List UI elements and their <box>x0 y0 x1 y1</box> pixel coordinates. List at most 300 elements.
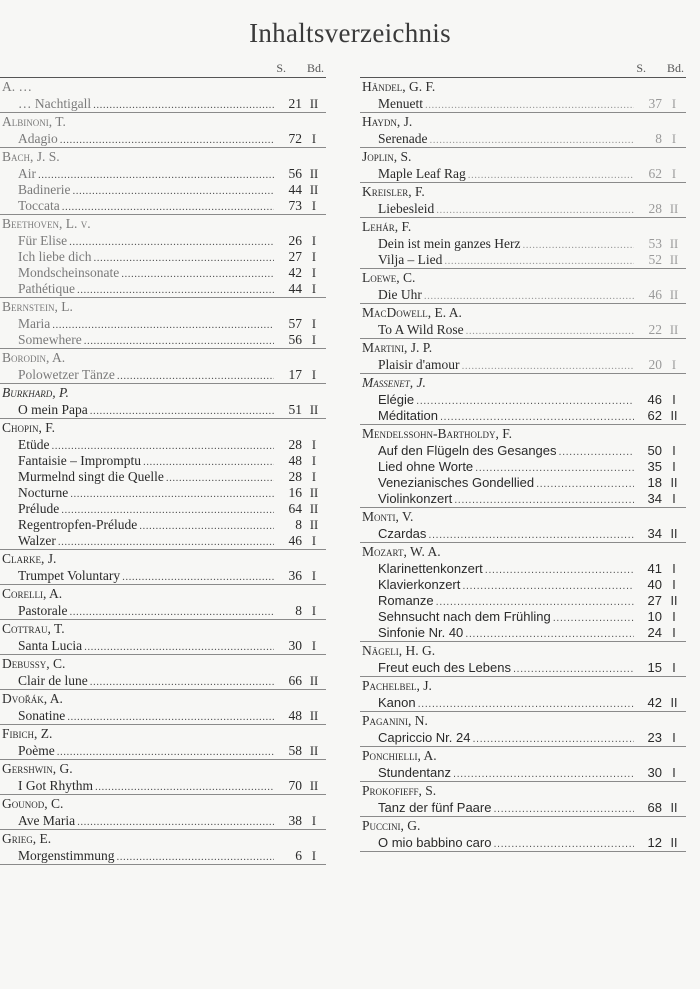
volume-number: I <box>672 766 676 780</box>
composer-name: Albinoni, T. <box>2 114 66 129</box>
piece-title: Venezianisches Gondellied <box>378 475 535 490</box>
composer-block <box>360 747 686 782</box>
dot-leader <box>77 282 274 298</box>
page-number: 46 <box>288 533 302 548</box>
piece-title: Maria <box>18 316 51 331</box>
piece-title: Für Elise <box>18 233 68 248</box>
piece-title: Adagio <box>18 131 58 146</box>
composer-block <box>360 339 686 374</box>
dot-leader <box>536 476 634 492</box>
toc-entry <box>360 357 686 373</box>
page-number: 66 <box>288 673 302 688</box>
composer-block <box>0 795 326 830</box>
toc-entry <box>0 453 326 469</box>
dot-leader <box>70 486 274 502</box>
page-number: 72 <box>288 131 302 146</box>
composer-list <box>0 78 326 865</box>
dot-leader <box>424 288 634 304</box>
dot-leader <box>493 801 634 817</box>
dot-leader <box>166 470 274 486</box>
composer-block <box>360 677 686 712</box>
volume-number: I <box>311 132 317 146</box>
volume-number: I <box>672 562 676 576</box>
piece-title: Prélude <box>18 501 60 516</box>
volume-number: II <box>309 779 319 793</box>
dot-leader <box>416 393 634 409</box>
piece-title: Plaisir d'amour <box>378 357 460 372</box>
page-number: 48 <box>288 708 302 723</box>
dot-leader <box>429 132 634 148</box>
piece-title: Ich liebe dich <box>18 249 92 264</box>
toc-entry <box>360 392 686 408</box>
toc-entry <box>360 96 686 112</box>
volume-number: II <box>309 403 319 417</box>
dot-leader <box>472 731 634 747</box>
composer-block <box>0 419 326 550</box>
piece-title: Menuett <box>378 96 423 111</box>
toc-entry <box>360 459 686 475</box>
toc-entry <box>0 437 326 453</box>
dot-leader <box>121 266 274 282</box>
composer-block <box>360 712 686 747</box>
volume-number: II <box>670 409 678 423</box>
volume-number: II <box>670 476 678 490</box>
piece-title: Morgenstimmung <box>18 848 115 863</box>
composer-block <box>360 543 686 642</box>
page-number: 37 <box>648 96 662 111</box>
piece-title: I Got Rhythm <box>18 778 94 793</box>
page-number: 52 <box>648 252 662 267</box>
piece-title: To A Wild Rose <box>378 322 464 337</box>
composer-name: Nägeli, H. G. <box>362 643 436 658</box>
volume-number: II <box>670 836 678 850</box>
volume-number: II <box>670 696 678 710</box>
volume-number: I <box>311 604 317 618</box>
piece-title: Dein ist mein ganzes Herz <box>378 236 521 251</box>
composer-name: Mozart, W. A. <box>362 544 441 559</box>
volume-number: I <box>672 492 676 506</box>
dot-leader <box>93 250 274 266</box>
composer-block <box>360 304 686 339</box>
piece-title: Liebesleid <box>378 201 435 216</box>
toc-entry <box>360 765 686 781</box>
piece-title: Murmelnd singt die Quelle <box>18 469 164 484</box>
piece-title: Air <box>18 166 36 181</box>
piece-title: Serenade <box>378 131 428 146</box>
volume-number: I <box>311 569 317 583</box>
page-number: 50 <box>647 443 662 458</box>
column-header <box>360 60 686 78</box>
piece-title: Die Uhr <box>378 287 422 302</box>
dot-leader <box>436 202 634 218</box>
dot-leader <box>70 604 275 620</box>
volume-number: I <box>672 460 676 474</box>
dot-leader <box>436 594 634 610</box>
toc-entry <box>0 265 326 281</box>
page-number: 70 <box>288 778 302 793</box>
composer-block <box>360 148 686 183</box>
composer-name: Gershwin, G. <box>2 761 73 776</box>
piece-title: Toccata <box>18 198 60 213</box>
composer-block <box>360 508 686 543</box>
piece-title: Violinkonzert <box>378 491 453 506</box>
dot-leader <box>95 779 274 795</box>
toc-entry <box>360 730 686 746</box>
dot-leader <box>475 460 634 476</box>
toc-entry <box>0 249 326 265</box>
toc-entry <box>360 408 686 424</box>
dot-leader <box>62 199 274 215</box>
volume-number: II <box>309 486 319 500</box>
page-number: 42 <box>288 265 302 280</box>
dot-leader <box>444 253 634 269</box>
page-number: 16 <box>288 485 302 500</box>
composer-name: Chopin, F. <box>2 420 56 435</box>
piece-title: Capriccio Nr. 24 <box>378 730 471 745</box>
page-number: 8 <box>295 603 302 618</box>
toc-entry <box>0 673 326 689</box>
composer-block <box>0 78 326 113</box>
piece-title: Badinerie <box>18 182 71 197</box>
page-number: 62 <box>648 166 662 181</box>
volume-number: I <box>311 470 317 484</box>
piece-title: Trumpet Voluntary <box>18 568 121 583</box>
dot-leader <box>52 317 274 333</box>
composer-block <box>360 642 686 677</box>
page-number: 35 <box>647 459 662 474</box>
volume-number: I <box>311 639 317 653</box>
dot-leader <box>72 183 274 199</box>
volume-number: I <box>672 731 676 745</box>
page-number: 42 <box>647 695 662 710</box>
page-number: 53 <box>648 236 662 251</box>
composer-block <box>0 690 326 725</box>
volume-number: I <box>311 368 317 382</box>
piece-title: Tanz der fünf Paare <box>378 800 492 815</box>
page-number: 38 <box>288 813 302 828</box>
page-number: 24 <box>647 625 662 640</box>
composer-block <box>360 183 686 218</box>
toc-entry <box>0 96 326 112</box>
composer-block <box>0 113 326 148</box>
dot-leader <box>84 639 274 655</box>
volume-number: II <box>309 674 319 688</box>
page-number: 73 <box>288 198 302 213</box>
piece-title: Romanze <box>378 593 434 608</box>
toc-entry <box>0 517 326 533</box>
page-number: 28 <box>648 201 662 216</box>
page-number: 34 <box>647 491 662 506</box>
piece-title: Sehnsucht nach dem Frühling <box>378 609 551 624</box>
composer-name: Grieg, E. <box>2 831 52 846</box>
dot-leader <box>465 626 634 642</box>
piece-title: Clair de lune <box>18 673 88 688</box>
composer-name: Puccini, G. <box>362 818 421 833</box>
page-number: 44 <box>288 182 302 197</box>
toc-entry <box>360 526 686 542</box>
piece-title: Lied ohne Worte <box>378 459 474 474</box>
piece-title: Etüde <box>18 437 50 452</box>
volume-number: I <box>672 444 676 458</box>
composer-name: Händel, G. F. <box>362 79 436 94</box>
composer-name: Beethoven, L. v. <box>2 216 91 231</box>
dot-leader <box>117 368 274 384</box>
toc-entry <box>0 469 326 485</box>
composer-name: Mendelssohn-Bartholdy, F. <box>362 426 513 441</box>
composer-block <box>0 655 326 690</box>
toc-entry <box>360 131 686 147</box>
toc-entry <box>0 813 326 829</box>
dot-leader <box>67 709 274 725</box>
dot-leader <box>466 323 634 339</box>
composer-block <box>360 374 686 425</box>
piece-title: Czardas <box>378 526 427 541</box>
composer-name: Kreisler, F. <box>362 184 425 199</box>
page-number: 68 <box>647 800 662 815</box>
composer-name: Lehár, F. <box>362 219 412 234</box>
page-number: 36 <box>288 568 302 583</box>
toc-entry <box>0 281 326 297</box>
dot-leader <box>440 409 634 425</box>
piece-title: Somewhere <box>18 332 82 347</box>
volume-number: I <box>672 610 676 624</box>
page-number: 12 <box>647 835 662 850</box>
dot-leader <box>52 438 275 454</box>
piece-title: Walzer <box>18 533 56 548</box>
volume-number: I <box>311 266 317 280</box>
composer-name: Prokofieff, S. <box>362 783 437 798</box>
piece-title: Maple Leaf Rag <box>378 166 466 181</box>
composer-name: Loewe, C. <box>362 270 416 285</box>
volume-number: I <box>672 393 676 407</box>
dot-leader <box>522 237 634 253</box>
toc-entry <box>360 609 686 625</box>
composer-block <box>360 113 686 148</box>
page-number: 10 <box>647 609 662 624</box>
composer-block <box>0 725 326 760</box>
page-number: 46 <box>647 392 662 407</box>
page-number: 30 <box>288 638 302 653</box>
dot-leader <box>553 610 634 626</box>
volume-number: I <box>311 454 317 468</box>
page-number: 6 <box>295 848 302 863</box>
piece-title: Fantaisie – Impromptu <box>18 453 141 468</box>
toc-entry <box>0 743 326 759</box>
volume-number: II <box>669 237 679 251</box>
toc-entry <box>360 443 686 459</box>
composer-block <box>360 269 686 304</box>
page-number: 22 <box>648 322 662 337</box>
composer-name: Joplin, S. <box>362 149 412 164</box>
composer-name: Burkhard, P. <box>2 385 69 400</box>
composer-name: Gounod, C. <box>2 796 64 811</box>
composer-name: Bach, J. S. <box>2 149 60 164</box>
piece-title: … Nachtigall <box>18 96 92 111</box>
dot-leader <box>117 849 274 865</box>
volume-number: I <box>672 626 676 640</box>
page-number: 27 <box>288 249 302 264</box>
composer-name: Monti, V. <box>362 509 414 524</box>
page-number: 8 <box>655 131 662 146</box>
volume-number: II <box>309 97 319 111</box>
composer-block <box>0 384 326 419</box>
volume-number: II <box>309 183 319 197</box>
page-number: 23 <box>647 730 662 745</box>
toc-entry <box>0 568 326 584</box>
volume-number: I <box>672 661 676 675</box>
piece-title: Elégie <box>378 392 415 407</box>
composer-block <box>0 585 326 620</box>
volume-column-label: Bd. <box>666 61 684 75</box>
toc-entry <box>0 533 326 549</box>
composer-block <box>0 215 326 298</box>
piece-title: Santa Lucia <box>18 638 83 653</box>
page-number: 27 <box>647 593 662 608</box>
dot-leader <box>90 674 274 690</box>
composer-name: Debussy, C. <box>2 656 66 671</box>
toc-entry <box>360 252 686 268</box>
composer-list <box>360 78 686 852</box>
dot-leader <box>559 444 634 460</box>
page-number: 40 <box>647 577 662 592</box>
volume-number: I <box>671 358 677 372</box>
volume-number: I <box>311 234 317 248</box>
page-number: 46 <box>648 287 662 302</box>
toc-entry <box>0 603 326 619</box>
dot-leader <box>61 502 274 518</box>
composer-block <box>0 760 326 795</box>
toc-entry <box>0 233 326 249</box>
volume-number: II <box>309 518 319 532</box>
composer-name: Clarke, J. <box>2 551 57 566</box>
piece-title: Klarinettenkonzert <box>378 561 483 576</box>
toc-entry <box>0 367 326 383</box>
volume-number: I <box>311 333 317 347</box>
composer-name: Massenet, J. <box>362 375 426 390</box>
piece-title: Kanon <box>378 695 416 710</box>
toc-entry <box>360 561 686 577</box>
piece-title: Freut euch des Lebens <box>378 660 511 675</box>
page-number: 51 <box>288 402 302 417</box>
toc-entry <box>360 287 686 303</box>
dot-leader <box>493 836 634 852</box>
toc-entry <box>360 166 686 182</box>
toc-entry <box>360 695 686 711</box>
page-number: 34 <box>647 526 662 541</box>
page-title: Inhaltsverzeichnis <box>249 18 451 48</box>
composer-block <box>0 148 326 215</box>
page-number: 48 <box>288 453 302 468</box>
dot-leader <box>90 403 274 419</box>
volume-number: II <box>670 801 678 815</box>
volume-number: II <box>309 167 319 181</box>
toc-entry <box>0 198 326 214</box>
volume-number: I <box>311 250 317 264</box>
page-number: 18 <box>647 475 662 490</box>
composer-name: Corelli, A. <box>2 586 63 601</box>
composer-name: Haydn, J. <box>362 114 413 129</box>
toc-entry <box>360 625 686 641</box>
composer-name: Cottrau, T. <box>2 621 65 636</box>
composer-block <box>360 782 686 817</box>
piece-title: Klavierkonzert <box>378 577 461 592</box>
dot-leader <box>428 527 634 543</box>
page-number: 30 <box>647 765 662 780</box>
volume-number: II <box>309 709 319 723</box>
volume-number: I <box>311 317 317 331</box>
composer-name: Ponchielli, A. <box>362 748 437 763</box>
page-column-label: S. <box>636 61 646 75</box>
volume-number: II <box>309 502 319 516</box>
toc-entry <box>360 475 686 491</box>
toc-entry <box>0 402 326 418</box>
volume-number: II <box>669 288 679 302</box>
piece-title: Mondscheinsonate <box>18 265 120 280</box>
toc-entry <box>0 316 326 332</box>
volume-number: I <box>311 849 317 863</box>
page-number: 57 <box>288 316 302 331</box>
toc-entry <box>360 800 686 816</box>
piece-title: Polowetzer Tänze <box>18 367 115 382</box>
toc-entry <box>360 593 686 609</box>
dot-leader <box>425 97 634 113</box>
toc-entry <box>360 236 686 252</box>
composer-block <box>360 425 686 508</box>
dot-leader <box>60 132 274 148</box>
dot-leader <box>418 696 634 712</box>
volume-number: II <box>669 202 679 216</box>
toc-entry <box>0 708 326 724</box>
composer-block <box>0 830 326 865</box>
toc-entry <box>0 131 326 147</box>
volume-number: I <box>671 97 677 111</box>
volume-number: I <box>311 199 317 213</box>
volume-number: I <box>311 534 317 548</box>
piece-title: Pathétique <box>18 281 75 296</box>
dot-leader <box>468 167 634 183</box>
composer-name: Pachelbel, J. <box>362 678 432 693</box>
toc-entry <box>360 835 686 851</box>
toc-entry <box>0 848 326 864</box>
composer-name: Dvořák, A. <box>2 691 63 706</box>
toc-entry <box>0 166 326 182</box>
piece-title: Nocturne <box>18 485 69 500</box>
volume-number: II <box>670 594 678 608</box>
dot-leader <box>84 333 274 349</box>
page-number: 28 <box>288 437 302 452</box>
toc-column-right <box>360 60 686 852</box>
composer-block <box>0 349 326 384</box>
dot-leader <box>143 454 274 470</box>
composer-block <box>360 218 686 269</box>
volume-number: II <box>309 744 319 758</box>
page-number: 17 <box>288 367 302 382</box>
dot-leader <box>139 518 274 534</box>
dot-leader <box>485 562 634 578</box>
piece-title: Ave Maria <box>18 813 76 828</box>
piece-title: Auf den Flügeln des Gesanges <box>378 443 557 458</box>
volume-column-label: Bd. <box>306 61 324 75</box>
toc-entry <box>360 201 686 217</box>
dot-leader <box>77 814 274 830</box>
page-number: 44 <box>288 281 302 296</box>
composer-name: MacDowell, E. A. <box>362 305 462 320</box>
dot-leader <box>453 766 634 782</box>
dot-leader <box>122 569 274 585</box>
page-number: 8 <box>295 517 302 532</box>
page-number: 62 <box>647 408 662 423</box>
page-number: 56 <box>288 166 302 181</box>
